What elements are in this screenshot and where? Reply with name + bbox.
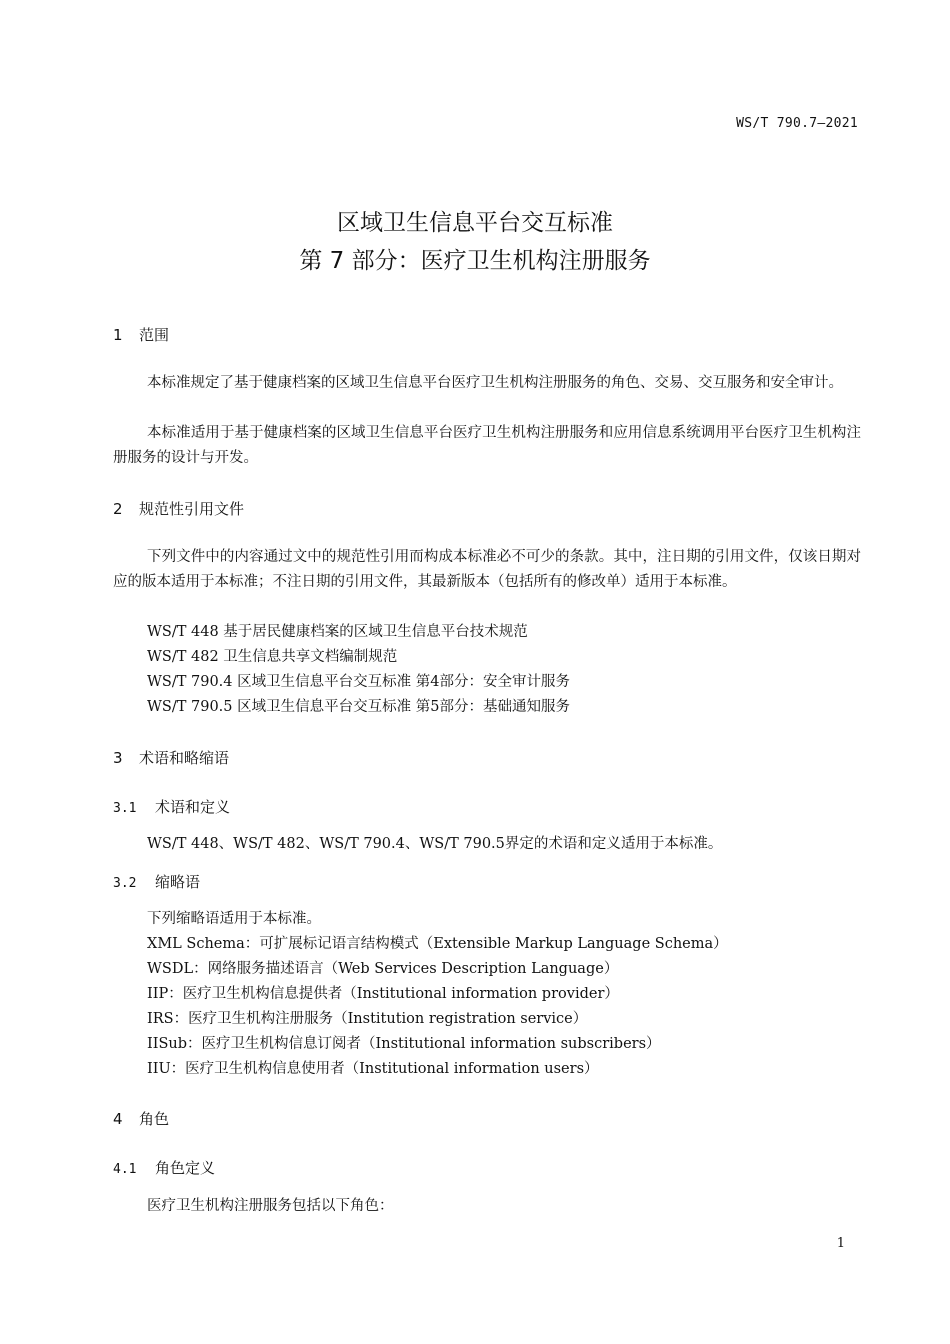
section-number: 2 [113,500,123,518]
document-subtitle: 第 7 部分：医疗卫生机构注册服务 [299,248,651,274]
abbreviation-item: IRS：医疗卫生机构注册服务（Institution registration service） [147,1011,588,1027]
section-title: 术语和略缩语 [139,749,230,767]
subsection-number: 4.1 [113,1162,137,1177]
subsection-heading-4-1 [113,1158,215,1180]
subsection-title: 缩略语 [155,873,201,891]
subsection-title: 术语和定义 [155,798,231,816]
paragraph: 医疗卫生机构注册服务包括以下角色： [147,1198,394,1214]
paragraph: 本标准规定了基于健康档案的区域卫生信息平台医疗卫生机构注册服务的角色、交易、交互服务和安全审计。 [147,375,843,391]
reference-item: WS/T 448 基于居民健康档案的区域卫生信息平台技术规范 [147,624,528,640]
section-title: 规范性引用文件 [139,500,245,518]
subsection-heading-3-1 [113,797,230,819]
reference-item: WS/T 482 卫生信息共享文档编制规范 [147,649,398,665]
subsection-number: 3.1 [113,801,137,816]
abbreviation-item: XML Schema：可扩展标记语言结构模式（Extensible Markup Language Schema） [147,936,728,952]
abbreviation-item: IIU：医疗卫生机构信息使用者（Institutional information users） [147,1061,599,1077]
section-number: 3 [113,749,123,767]
section-number: 4 [113,1110,123,1128]
section-heading-3 [113,748,229,768]
section-title: 范围 [139,326,170,344]
abbreviation-item: IISub：医疗卫生机构信息订阅者（Institutional information subscribers） [147,1036,661,1052]
paragraph: 下列文件中的内容通过文中的规范性引用而构成本标准必不可少的条款。其中，注日期的引用文件，仅该日期对应的版本适用于本标准；不注日期的引用文件，其最新版本（包括所有的修改单）适用于本标准。 [113,549,861,590]
section-title: 角色 [139,1110,170,1128]
subsection-title: 角色定义 [155,1159,216,1177]
document-code: WS/T 790.7—2021 [736,116,858,131]
reference-item: WS/T 790.5 区域卫生信息平台交互标准 第5部分：基础通知服务 [147,699,570,715]
subsection-heading-3-2 [113,872,200,894]
document-title: 区域卫生信息平台交互标准 [337,210,613,236]
subsection-number: 3.2 [113,876,137,891]
section-heading-1 [113,325,169,345]
abbreviation-item: WSDL：网络服务描述语言（Web Services Description Language） [147,961,619,977]
reference-item: WS/T 790.4 区域卫生信息平台交互标准 第4部分：安全审计服务 [147,674,570,690]
abbreviation-item: IIP：医疗卫生机构信息提供者（Institutional information provider） [147,986,619,1002]
paragraph: WS/T 448、WS/T 482、WS/T 790.4、WS/T 790.5界定的术语和定义适用于本标准。 [147,836,723,852]
page-number: 1 [836,1236,845,1251]
paragraph: 本标准适用于基于健康档案的区域卫生信息平台医疗卫生机构注册服务和应用信息系统调用平台医疗卫生机构注册服务的设计与开发。 [113,425,861,466]
section-number: 1 [113,326,123,344]
paragraph: 下列缩略语适用于本标准。 [147,911,321,927]
section-heading-2 [113,499,244,519]
section-heading-4 [113,1109,169,1129]
